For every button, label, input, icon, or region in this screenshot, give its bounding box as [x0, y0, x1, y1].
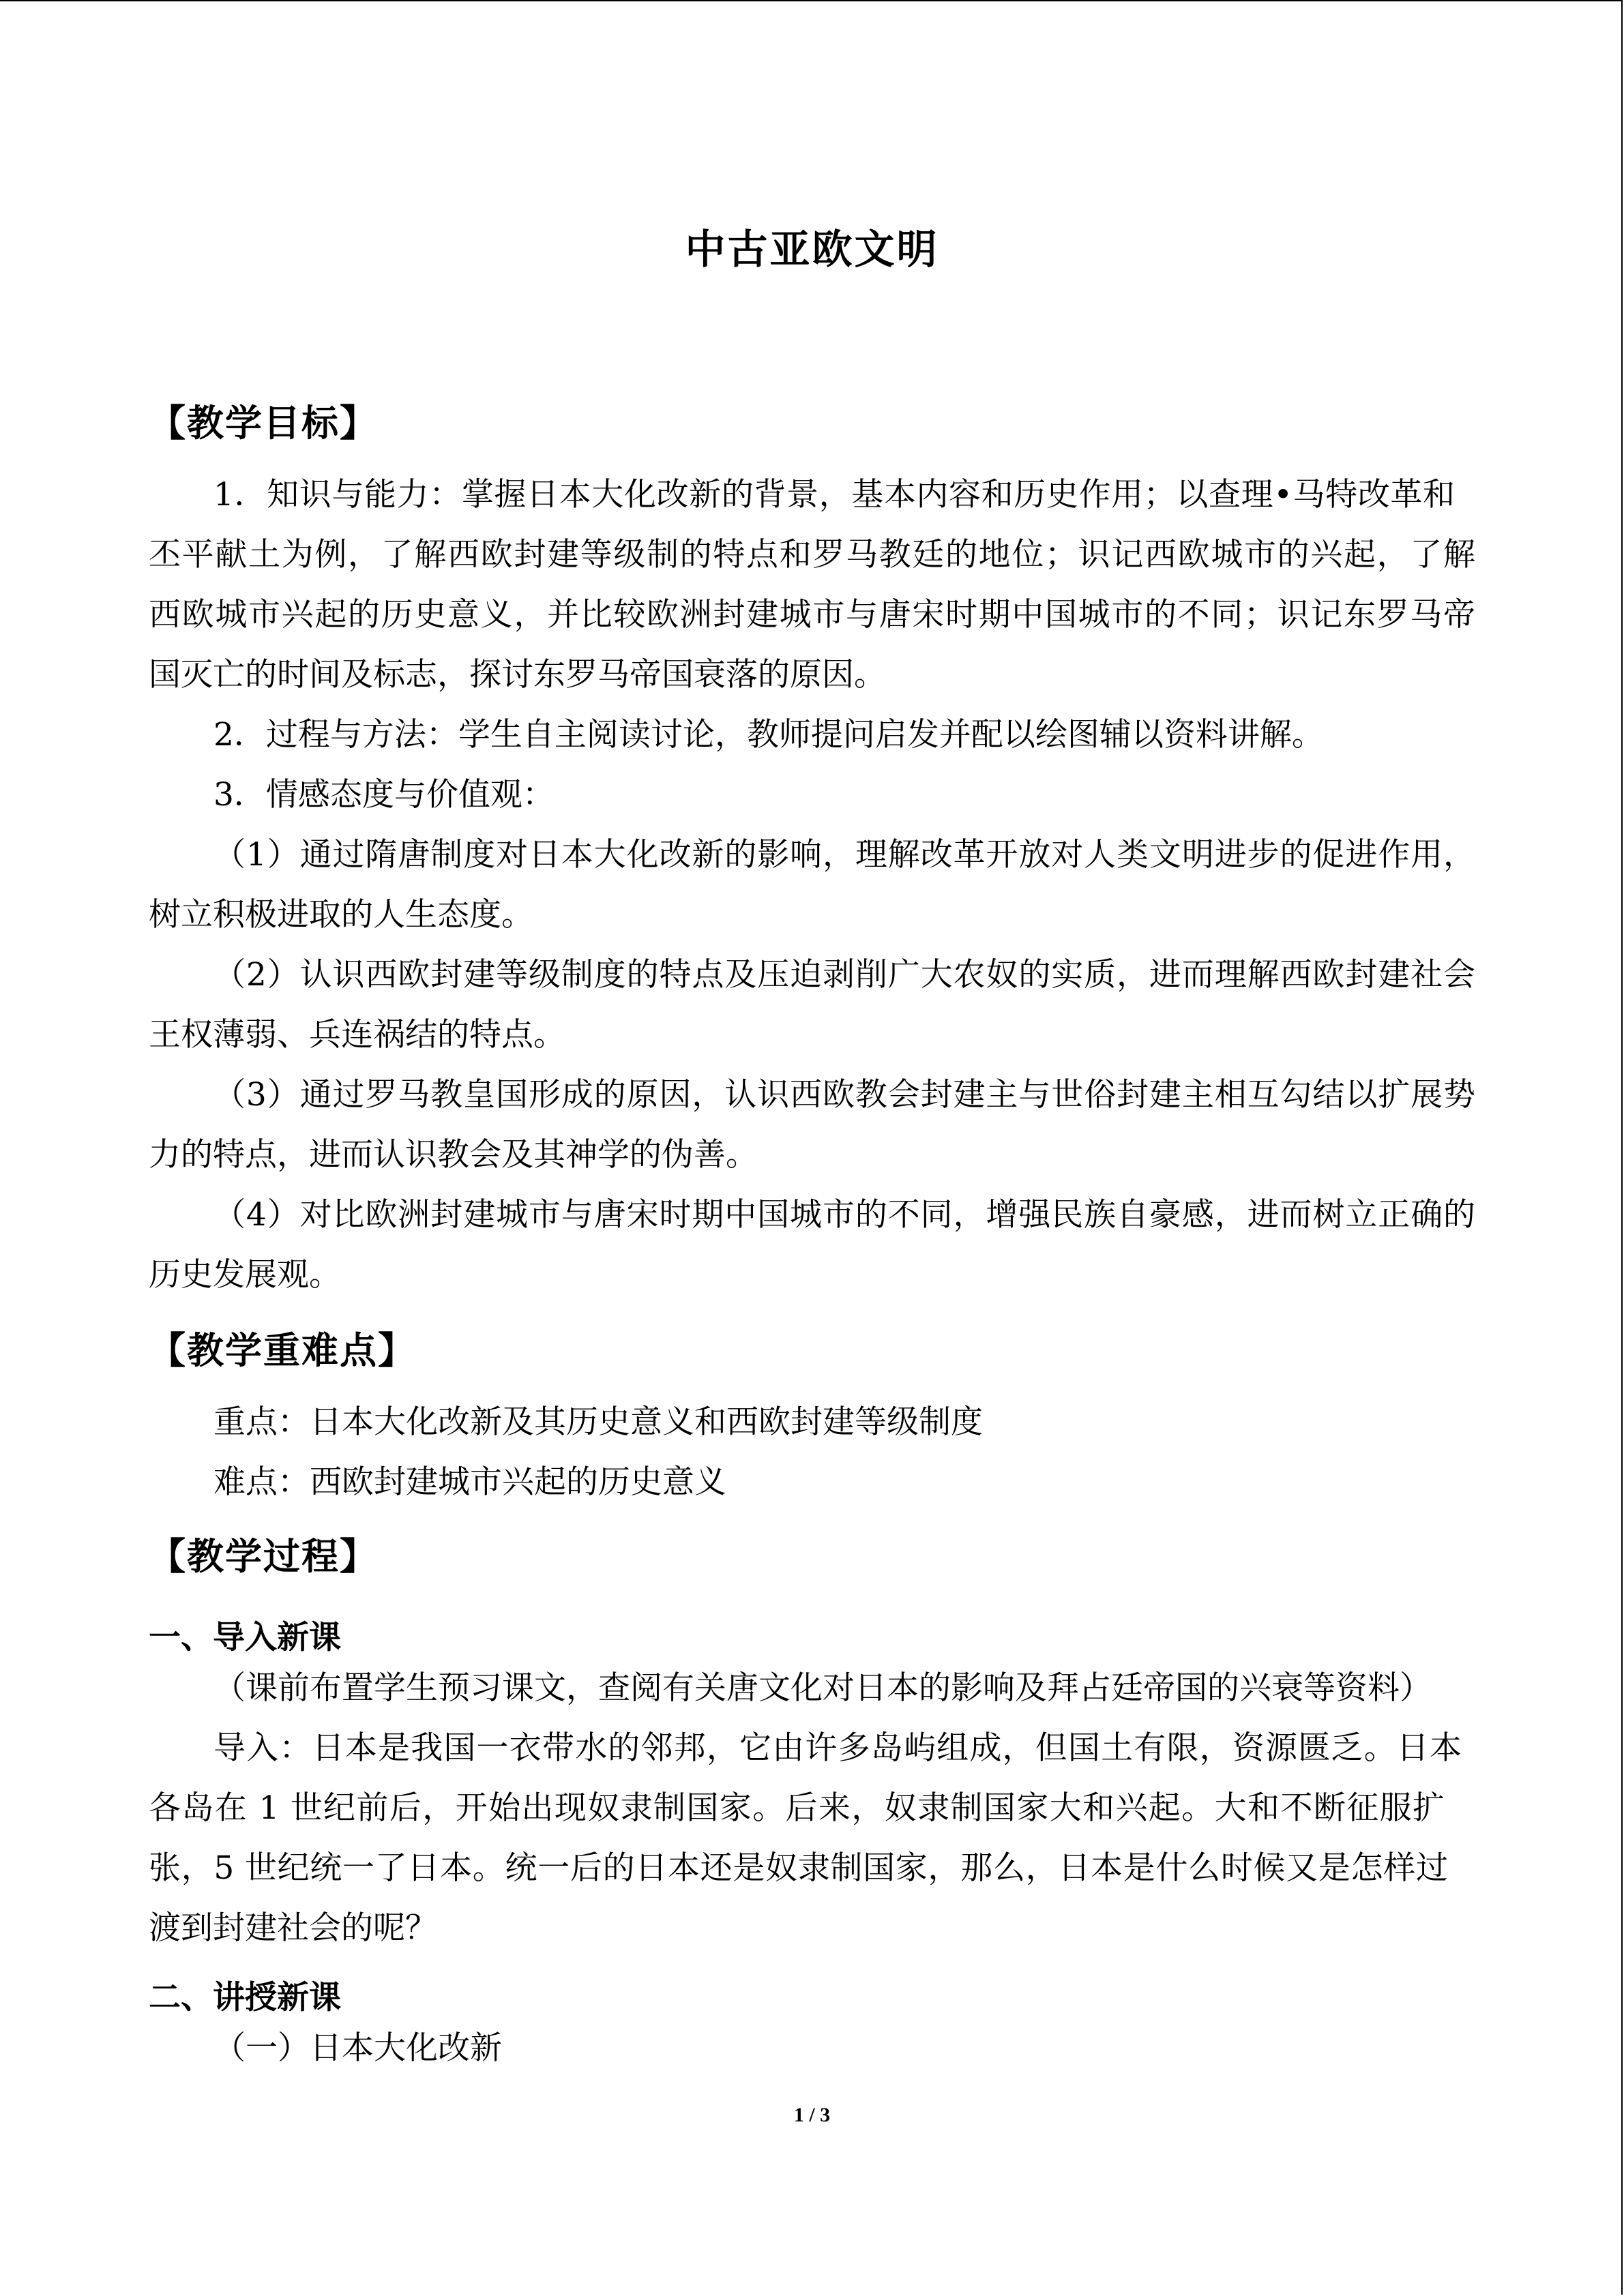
part2-item-1: （一）日本大化改新 — [213, 2029, 502, 2067]
emotion-item-1-cont: 树立积极进取的人生态度。 — [149, 896, 533, 934]
objective-line: 1．知识与能力：掌握日本大化改新的背景，基本内容和历史作用；以查理•马特改革和 — [213, 476, 1455, 513]
section-heading-keypoints: 【教学重难点】 — [149, 1329, 416, 1372]
part1-title: 一、导入新课 — [149, 1619, 341, 1656]
emotion-item-1: （1）通过隋唐制度对日本大化改新的影响，理解改革开放对人类文明进步的促进作用， — [213, 836, 1475, 874]
emotion-item-3: （3）通过罗马教皇国形成的原因，认识西欧教会封建主与世俗封建主相互勾结以扩展势 — [213, 1076, 1475, 1114]
intro-line: 各岛在 1 世纪前后，开始出现奴隶制国家。后来，奴隶制国家大和兴起。大和不断征服扩 — [149, 1789, 1445, 1827]
emotion-item-2-cont: 王权薄弱、兵连祸结的特点。 — [149, 1016, 565, 1054]
emotion-item-2: （2）认识西欧封建等级制度的特点及压迫剥削广大农奴的实质，进而理解西欧封建社会 — [213, 956, 1475, 994]
emotion-item-4: （4）对比欧洲封建城市与唐宋时期中国城市的不同，增强民族自豪感，进而树立正确的 — [213, 1196, 1475, 1234]
page-title: 中古亚欧文明 — [685, 226, 939, 273]
intro-line: 导入：日本是我国一衣带水的邻邦，它由许多岛屿组成，但国土有限，资源匮乏。日本 — [213, 1729, 1462, 1767]
intro-line: 渡到封建社会的呢？ — [149, 1909, 437, 1947]
objective-line: 国灭亡的时间及标志，探讨东罗马帝国衰落的原因。 — [149, 656, 886, 694]
objective-line: 丕平献土为例，了解西欧封建等级制的特点和罗马教廷的地位；识记西欧城市的兴起，了解 — [149, 536, 1475, 573]
intro-line: 张，5 世纪统一了日本。统一后的日本还是奴隶制国家，那么，日本是什么时候又是怎样过 — [149, 1849, 1448, 1887]
section-heading-process: 【教学过程】 — [149, 1535, 378, 1578]
objective-emotion-heading: 3．情感态度与价值观： — [213, 776, 555, 814]
objective-line: 西欧城市兴起的历史意义，并比较欧洲封建城市与唐宋时期中国城市的不同；识记东罗马帝 — [149, 596, 1475, 633]
key-difficulty: 难点：西欧封建城市兴起的历史意义 — [213, 1463, 726, 1501]
objective-process: 2．过程与方法：学生自主阅读讨论，教师提问启发并配以绘图辅以资料讲解。 — [213, 716, 1324, 754]
part1-note: （课前布置学生预习课文，查阅有关唐文化对日本的影响及拜占廷帝国的兴衰等资料） — [213, 1669, 1432, 1707]
section-heading-objectives: 【教学目标】 — [149, 402, 378, 445]
emotion-item-3-cont: 力的特点，进而认识教会及其神学的伪善。 — [149, 1136, 758, 1174]
page-number: 1 / 3 — [793, 2104, 831, 2126]
part2-title: 二、讲授新课 — [149, 1979, 341, 2016]
key-focus: 重点：日本大化改新及其历史意义和西欧封建等级制度 — [213, 1403, 983, 1441]
emotion-item-4-cont: 历史发展观。 — [149, 1256, 341, 1294]
